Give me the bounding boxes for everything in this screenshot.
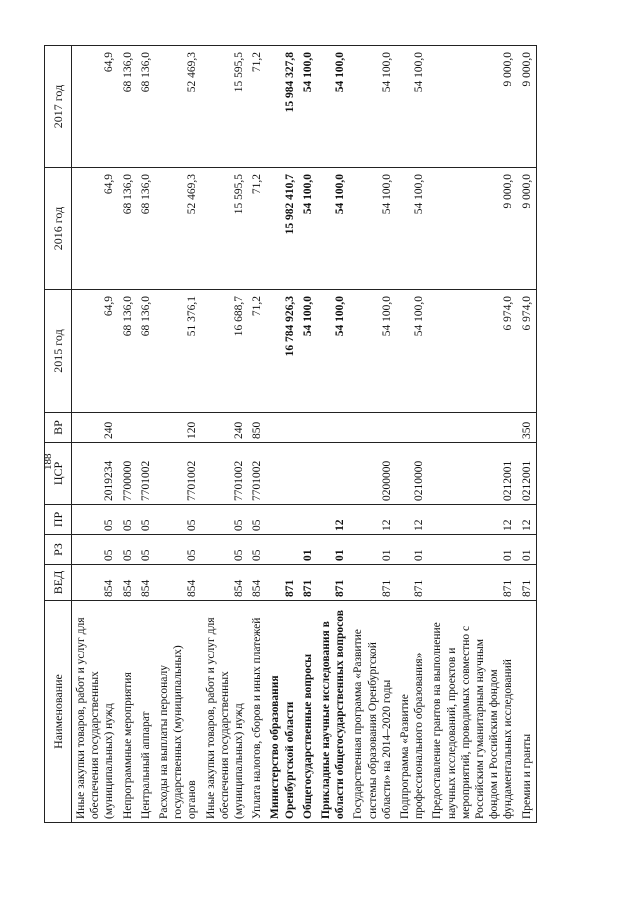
cell-rz: 05 (155, 535, 202, 565)
cell-name: Прикладные научные исследования в области общегосударственных вопросов (317, 601, 349, 823)
cell-vr (137, 413, 155, 443)
cell-rz: 01 (317, 535, 349, 565)
cell-ved: 854 (119, 565, 137, 601)
cell-y2017: 64,9 (72, 46, 119, 168)
cell-y2015: 54 100,0 (349, 290, 396, 413)
cell-y2016: 68 136,0 (119, 168, 137, 290)
cell-pr: 05 (202, 505, 249, 535)
cell-ved: 871 (317, 565, 349, 601)
col-header-csr: ЦСР (45, 443, 72, 505)
cell-csr: 7701002 (155, 443, 202, 505)
cell-pr: 12 (518, 505, 537, 535)
cell-rz: 01 (349, 535, 396, 565)
cell-vr (266, 413, 298, 443)
cell-pr: 05 (72, 505, 119, 535)
budget-table (44, 45, 537, 823)
cell-csr: 0200000 (349, 443, 396, 505)
cell-y2015: 71,2 (248, 290, 266, 413)
cell-vr: 240 (202, 413, 249, 443)
cell-csr: 7701002 (248, 443, 266, 505)
cell-rz (266, 535, 298, 565)
cell-y2017: 54 100,0 (349, 46, 396, 168)
page-number: 188 (42, 453, 54, 470)
cell-csr: 0210000 (396, 443, 428, 505)
col-header-name: Наименование (45, 601, 72, 823)
cell-name: Непрограммные мероприятия (119, 601, 137, 823)
table-row (202, 46, 249, 823)
cell-vr (299, 413, 317, 443)
cell-csr: 2019234 (72, 443, 119, 505)
cell-name: Премии и гранты (518, 601, 537, 823)
cell-name: Государственная программа «Развитие системы образования Оренбургской области» на 2014–2020 годы (349, 601, 396, 823)
cell-rz: 05 (119, 535, 137, 565)
cell-csr (299, 443, 317, 505)
cell-ved: 854 (72, 565, 119, 601)
cell-y2017: 52 469,3 (155, 46, 202, 168)
table-row (396, 46, 428, 823)
table-row (137, 46, 155, 823)
table-row (349, 46, 396, 823)
cell-csr: 0212001 (518, 443, 537, 505)
cell-name: Министерство образования Оренбургской области (266, 601, 298, 823)
cell-y2017: 68 136,0 (119, 46, 137, 168)
cell-y2016: 54 100,0 (317, 168, 349, 290)
cell-rz: 05 (72, 535, 119, 565)
cell-csr (266, 443, 298, 505)
cell-ved: 871 (349, 565, 396, 601)
col-header-2016: 2016 год (45, 168, 72, 290)
cell-y2015: 68 136,0 (137, 290, 155, 413)
cell-y2016: 9 000,0 (428, 168, 517, 290)
cell-ved: 871 (266, 565, 298, 601)
table-row (266, 46, 298, 823)
cell-y2015: 6 974,0 (428, 290, 517, 413)
cell-name: Подпрограмма «Развитие профессионального образования» (396, 601, 428, 823)
cell-rz: 05 (248, 535, 266, 565)
table-row (317, 46, 349, 823)
table-row (299, 46, 317, 823)
table-row (155, 46, 202, 823)
cell-y2017: 71,2 (248, 46, 266, 168)
cell-pr: 12 (428, 505, 517, 535)
cell-rz: 01 (428, 535, 517, 565)
cell-y2016: 68 136,0 (137, 168, 155, 290)
cell-y2015: 6 974,0 (518, 290, 537, 413)
cell-y2015: 16 784 926,3 (266, 290, 298, 413)
cell-y2017: 9 000,0 (428, 46, 517, 168)
cell-csr: 7701002 (137, 443, 155, 505)
header-row (45, 46, 72, 823)
table-row (248, 46, 266, 823)
cell-y2017: 54 100,0 (317, 46, 349, 168)
cell-y2015: 54 100,0 (317, 290, 349, 413)
table-row (518, 46, 537, 823)
cell-ved: 854 (248, 565, 266, 601)
cell-name: Уплата налогов, сборов и иных платежей (248, 601, 266, 823)
cell-y2016: 15 982 410,7 (266, 168, 298, 290)
cell-y2015: 54 100,0 (299, 290, 317, 413)
cell-name: Иные закупки товаров, работ и услуг для обеспечения государственных (муниципальных) нужд (72, 601, 119, 823)
cell-rz: 01 (396, 535, 428, 565)
cell-y2015: 64,9 (72, 290, 119, 413)
cell-y2017: 68 136,0 (137, 46, 155, 168)
cell-pr: 12 (349, 505, 396, 535)
cell-csr: 7700000 (119, 443, 137, 505)
cell-pr: 05 (137, 505, 155, 535)
cell-y2016: 71,2 (248, 168, 266, 290)
cell-ved: 871 (518, 565, 537, 601)
cell-ved: 871 (428, 565, 517, 601)
col-header-rz: РЗ (45, 535, 72, 565)
cell-y2017: 15 984 327,8 (266, 46, 298, 168)
cell-y2016: 64,9 (72, 168, 119, 290)
cell-y2016: 54 100,0 (396, 168, 428, 290)
table-row (119, 46, 137, 823)
cell-pr: 12 (317, 505, 349, 535)
cell-csr (317, 443, 349, 505)
cell-name: Предоставление грантов на выполнение научных исследований, проектов и мероприятий, проводимых совместно с Российским гуманитарным научным фондом и Российским фондом фундаментальных исследований (428, 601, 517, 823)
cell-rz: 05 (137, 535, 155, 565)
table-row (72, 46, 119, 823)
cell-name: Иные закупки товаров, работ и услуг для обеспечения государственных (муниципальных) нужд (202, 601, 249, 823)
col-header-2017: 2017 год (45, 46, 72, 168)
cell-y2017: 54 100,0 (396, 46, 428, 168)
cell-pr (266, 505, 298, 535)
cell-ved: 854 (202, 565, 249, 601)
cell-ved: 871 (299, 565, 317, 601)
cell-pr: 12 (396, 505, 428, 535)
cell-vr (396, 413, 428, 443)
cell-y2017: 15 595,5 (202, 46, 249, 168)
cell-rz: 01 (518, 535, 537, 565)
cell-pr: 05 (155, 505, 202, 535)
cell-name: Общегосударственные вопросы (299, 601, 317, 823)
col-header-ved: ВЕД (45, 565, 72, 601)
cell-name: Центральный аппарат (137, 601, 155, 823)
col-header-pr: ПР (45, 505, 72, 535)
cell-ved: 854 (155, 565, 202, 601)
cell-vr: 120 (155, 413, 202, 443)
cell-csr: 7701002 (202, 443, 249, 505)
cell-ved: 871 (396, 565, 428, 601)
cell-vr: 240 (72, 413, 119, 443)
cell-y2017: 54 100,0 (299, 46, 317, 168)
cell-y2017: 9 000,0 (518, 46, 537, 168)
col-header-vr: ВР (45, 413, 72, 443)
cell-y2015: 54 100,0 (396, 290, 428, 413)
cell-vr (119, 413, 137, 443)
cell-rz: 05 (202, 535, 249, 565)
cell-pr (299, 505, 317, 535)
cell-y2015: 51 376,1 (155, 290, 202, 413)
cell-y2016: 15 595,5 (202, 168, 249, 290)
cell-vr (428, 413, 517, 443)
cell-pr: 05 (119, 505, 137, 535)
cell-vr: 850 (248, 413, 266, 443)
cell-vr: 350 (518, 413, 537, 443)
cell-y2016: 52 469,3 (155, 168, 202, 290)
table-row (428, 46, 517, 823)
cell-y2015: 16 688,7 (202, 290, 249, 413)
cell-csr: 0212001 (428, 443, 517, 505)
cell-y2016: 9 000,0 (518, 168, 537, 290)
col-header-2015: 2015 год (45, 290, 72, 413)
cell-rz: 01 (299, 535, 317, 565)
cell-ved: 854 (137, 565, 155, 601)
cell-vr (349, 413, 396, 443)
cell-y2015: 68 136,0 (119, 290, 137, 413)
cell-vr (317, 413, 349, 443)
cell-name: Расходы на выплаты персоналу государственных (муниципальных) органов (155, 601, 202, 823)
cell-y2016: 54 100,0 (349, 168, 396, 290)
cell-pr: 05 (248, 505, 266, 535)
cell-y2016: 54 100,0 (299, 168, 317, 290)
